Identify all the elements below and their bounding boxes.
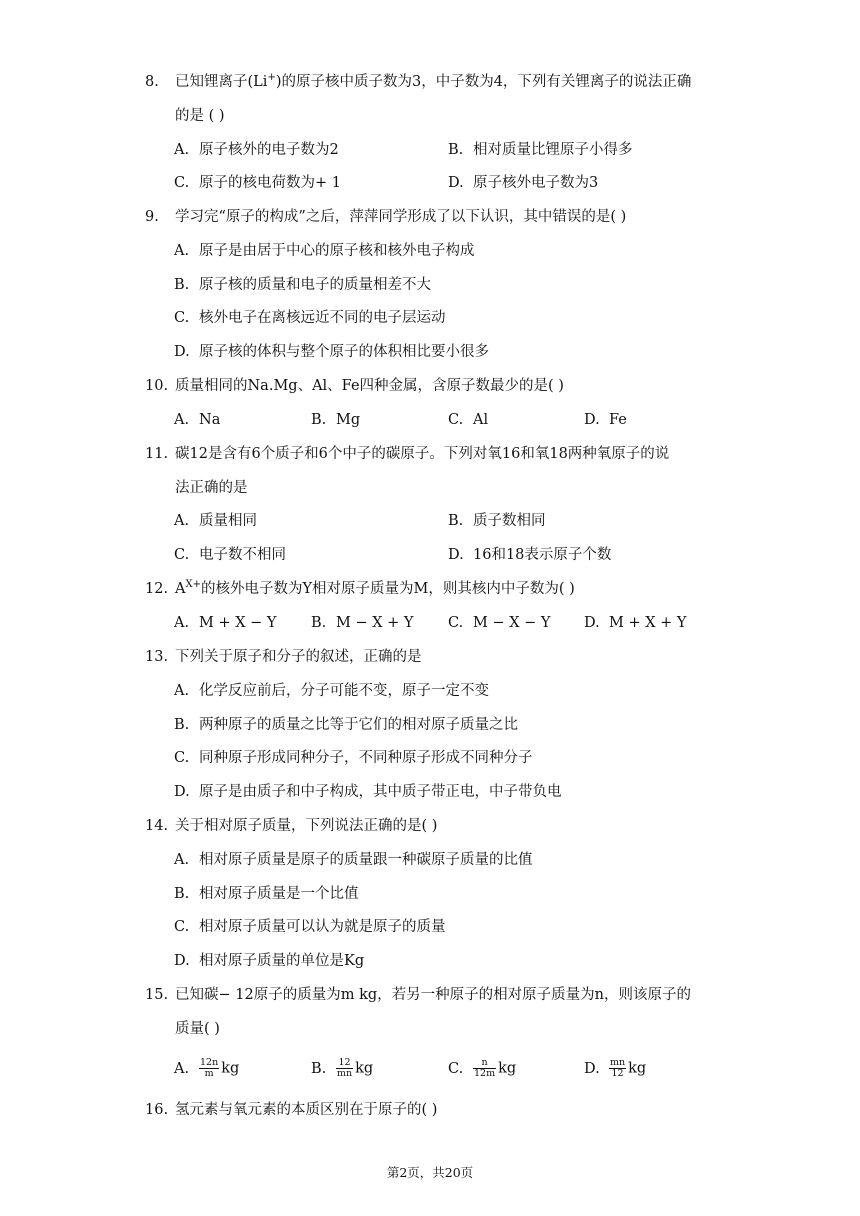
option-d: D. $\frac{mn}{12}$ kg [584,1057,647,1079]
question-number: 12. [145,581,169,597]
question-stem: 氢元素与氧元素的本质区别在于原子的( ) [175,1102,438,1118]
option-d: D. Fe [584,412,627,428]
option-b: B. M − X + Y [311,615,414,631]
fraction: $\frac{12}{mn}$ [337,1057,353,1079]
option-b: B. 原子核的质量和电子的质量相差不大 [174,277,431,293]
option-c: C. 电子数不相同 [174,547,286,563]
option-b: B. 两种原子的质量之比等于它们的相对原子质量之比 [174,717,518,733]
question-number: 8. [145,74,159,90]
question-number: 14. [145,818,169,834]
question-number: 16. [145,1102,169,1118]
question-stem: 已知碳− 12原子的质量为m kg，若另一种原子的相对原子质量为n，则该原子的 [175,987,691,1003]
option-c: C. 相对原子质量可以认为就是原子的质量 [174,919,446,935]
option-b: B. Mg [311,412,361,428]
question-stem: 下列关于原子和分子的叙述，正确的是 [175,649,422,665]
question-stem-line2: 质量( ) [175,1021,220,1037]
option-b: B. 相对原子质量是一个比值 [174,886,359,902]
option-a: A. 相对原子质量是原子的质量跟一种碳原子质量的比值 [174,852,533,868]
question-stem: $A^{X+}$的核外电子数为Y相对原子质量为M，则其核内中子数为( ) [175,579,575,597]
option-c: C. Al [448,412,489,428]
option-a: A. $\frac{12n}{m}$ kg [174,1057,240,1079]
option-d: D. 相对原子质量的单位是Kg [174,953,365,969]
option-d: D. 16和18表示原子个数 [448,547,612,563]
option-d: D. M + X + Y [584,615,687,631]
option-b: B. $\frac{12}{mn}$ kg [311,1057,374,1079]
fraction: $\frac{n}{12m}$ [474,1057,496,1079]
question-number: 9. [145,209,159,225]
question-stem-line2: 法正确的是 [175,480,248,496]
question-stem: 质量相同的Na.Mg、Al、Fe四种金属，含原子数最少的是( ) [175,378,564,394]
option-c: C. 原子的核电荷数为+ 1 [174,175,341,191]
question-stem: 关于相对原子质量，下列说法正确的是( ) [175,818,438,834]
option-d: D. 原子是由质子和中子构成，其中质子带正电，中子带负电 [174,784,562,800]
option-a: A. M + X − Y [174,615,277,631]
option-d: D. 原子核外电子数为3 [448,175,599,191]
question-number: 15. [145,987,169,1003]
question-stem-line2: 的是 ( ) [175,108,225,124]
fraction: $\frac{mn}{12}$ [610,1057,626,1079]
question-stem: 已知锂离子(Li+)的原子核中质子数为3，中子数为4，下列有关锂离子的说法正确 [175,72,692,90]
option-a: A. 原子是由居于中心的原子核和核外电子构成 [174,243,475,259]
option-d: D. 原子核的体积与整个原子的体积相比要小很多 [174,344,489,360]
question-number: 13. [145,649,169,665]
option-a: A. Na [174,412,221,428]
page-footer: 第2页，共20页 [386,1165,474,1180]
option-b: B. 相对质量比锂原子小得多 [448,142,633,158]
question-number: 10. [145,378,169,394]
option-c: C. M − X − Y [448,615,551,631]
option-a: A. 化学反应前后，分子可能不变，原子一定不变 [174,683,489,699]
question-stem: 学习完“原子的构成”之后，萍萍同学形成了以下认识，其中错误的是( ) [175,209,627,225]
option-c: C. $\frac{n}{12m}$ kg [448,1057,517,1079]
question-number: 11. [145,446,169,462]
option-c: C. 核外电子在离核远近不同的电子层运动 [174,310,446,326]
question-stem: 碳12是含有6个质子和6个中子的碳原子。下列对氧16和氧18两种氧原子的说 [175,446,670,462]
option-c: C. 同种原子形成同种分子，不同种原子形成不同种分子 [174,750,533,766]
option-b: B. 质子数相同 [448,513,546,529]
fraction: $\frac{12n}{m}$ [200,1057,219,1079]
option-a: A. 质量相同 [174,513,257,529]
option-a: A. 原子核外的电子数为2 [174,142,339,158]
